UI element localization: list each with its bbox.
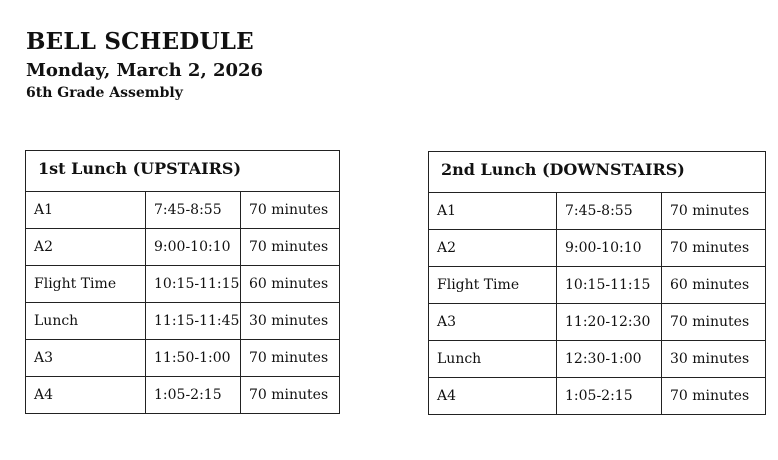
table-row bbox=[26, 303, 340, 340]
time-cell: 10:15-11:15 bbox=[557, 267, 662, 304]
time-cell: 7:45-8:55 bbox=[557, 193, 662, 230]
period-cell: Lunch bbox=[26, 303, 146, 340]
period-cell: A4 bbox=[429, 378, 557, 415]
period-cell: Flight Time bbox=[26, 266, 146, 303]
table-row bbox=[429, 267, 766, 304]
period-cell: A1 bbox=[26, 192, 146, 229]
table-row bbox=[26, 229, 340, 266]
time-cell: 11:15-11:45 bbox=[146, 303, 241, 340]
schedule-subtitle: 6th Grade Assembly bbox=[26, 85, 183, 101]
time-cell: 1:05-2:15 bbox=[557, 378, 662, 415]
time-cell: 1:05-2:15 bbox=[146, 377, 241, 414]
second-lunch-heading: 2nd Lunch (DOWNSTAIRS) bbox=[429, 152, 766, 193]
table-heading-row bbox=[429, 152, 766, 193]
first-lunch-heading: 1st Lunch (UPSTAIRS) bbox=[26, 151, 340, 192]
period-cell: A3 bbox=[429, 304, 557, 341]
second-lunch-table bbox=[428, 151, 766, 415]
duration-cell: 70 minutes bbox=[662, 193, 766, 230]
period-cell: A2 bbox=[26, 229, 146, 266]
duration-cell: 60 minutes bbox=[241, 266, 340, 303]
period-cell: A3 bbox=[26, 340, 146, 377]
table-row bbox=[429, 304, 766, 341]
duration-cell: 70 minutes bbox=[662, 304, 766, 341]
duration-cell: 30 minutes bbox=[662, 341, 766, 378]
table-row bbox=[429, 378, 766, 415]
duration-cell: 30 minutes bbox=[241, 303, 340, 340]
period-cell: A4 bbox=[26, 377, 146, 414]
duration-cell: 70 minutes bbox=[241, 229, 340, 266]
table-row bbox=[26, 192, 340, 229]
duration-cell: 70 minutes bbox=[241, 377, 340, 414]
table-row bbox=[26, 340, 340, 377]
first-lunch-table bbox=[25, 150, 340, 414]
period-cell: A2 bbox=[429, 230, 557, 267]
duration-cell: 70 minutes bbox=[662, 230, 766, 267]
time-cell: 7:45-8:55 bbox=[146, 192, 241, 229]
period-cell: Lunch bbox=[429, 341, 557, 378]
time-cell: 11:50-1:00 bbox=[146, 340, 241, 377]
table-row bbox=[429, 341, 766, 378]
duration-cell: 70 minutes bbox=[241, 340, 340, 377]
table-row bbox=[429, 193, 766, 230]
table-heading-row bbox=[26, 151, 340, 192]
period-cell: Flight Time bbox=[429, 267, 557, 304]
schedule-date: Monday, March 2, 2026 bbox=[26, 60, 264, 81]
table-row bbox=[26, 266, 340, 303]
time-cell: 12:30-1:00 bbox=[557, 341, 662, 378]
time-cell: 11:20-12:30 bbox=[557, 304, 662, 341]
duration-cell: 70 minutes bbox=[241, 192, 340, 229]
time-cell: 10:15-11:15 bbox=[146, 266, 241, 303]
table-row bbox=[26, 377, 340, 414]
duration-cell: 60 minutes bbox=[662, 267, 766, 304]
time-cell: 9:00-10:10 bbox=[557, 230, 662, 267]
table-row bbox=[429, 230, 766, 267]
duration-cell: 70 minutes bbox=[662, 378, 766, 415]
page-title: BELL SCHEDULE bbox=[26, 28, 254, 55]
period-cell: A1 bbox=[429, 193, 557, 230]
time-cell: 9:00-10:10 bbox=[146, 229, 241, 266]
